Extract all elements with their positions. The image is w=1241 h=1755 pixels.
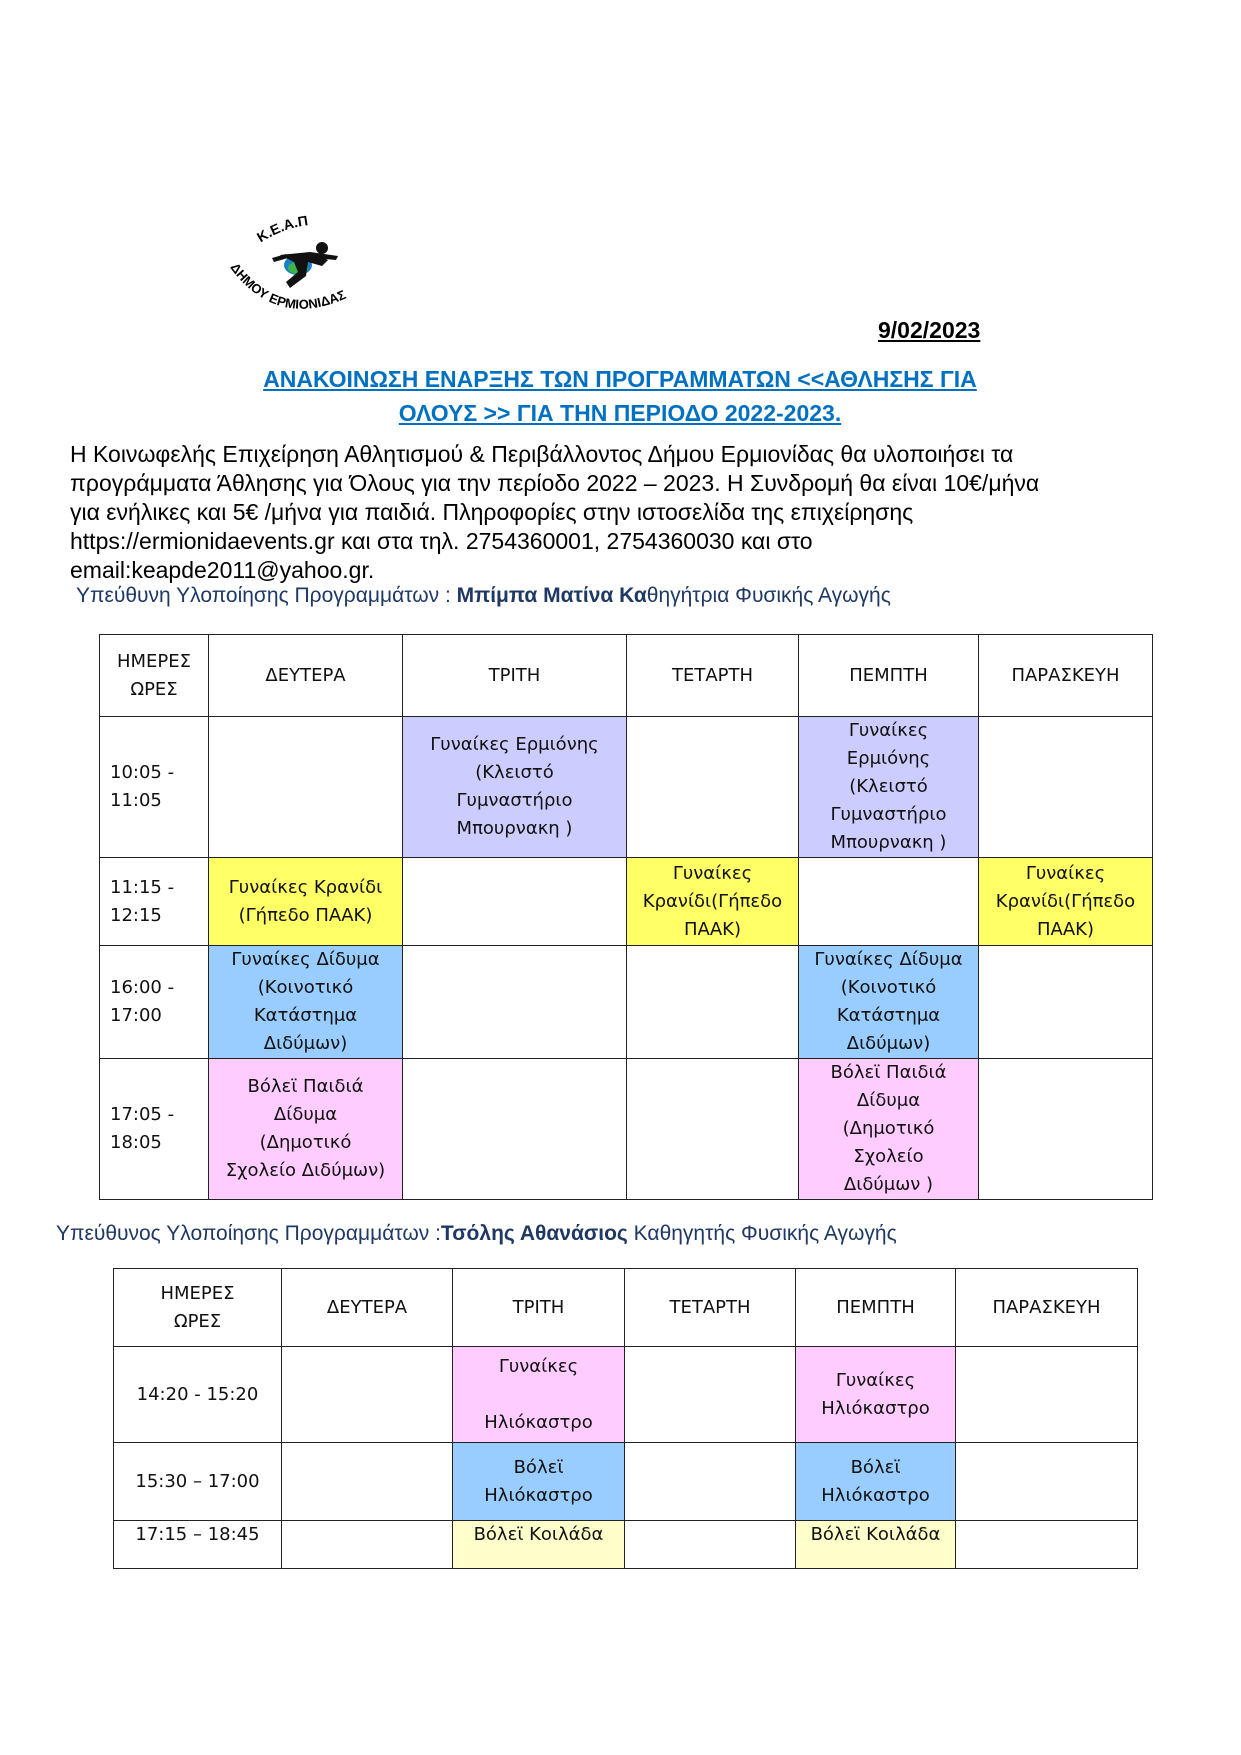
- header-row: [100, 635, 1153, 717]
- activity-cell: [625, 1521, 796, 1569]
- runner-icon: [272, 242, 338, 288]
- cell-line: Κρανίδι(Γήπεδο: [642, 890, 783, 912]
- activity-cell: [282, 1347, 453, 1443]
- cell-line: Γυναίκες: [835, 1369, 916, 1391]
- cell-line: (Κλειστό: [475, 762, 554, 783]
- time-cell: 15:30 – 17:00: [114, 1443, 282, 1521]
- logo-top-text: Κ.Ε.Α.Π: [253, 212, 309, 246]
- cell-line: Σχολείο Διδύμων): [225, 1160, 386, 1181]
- svg-text:Κ.Ε.Α.Π: [254, 212, 309, 245]
- schedule-row: [100, 858, 1153, 946]
- schedule-row: [100, 946, 1153, 1059]
- header-corner-cell: [100, 635, 209, 717]
- cell-line: Βόλεϊ Παιδιά: [830, 1062, 947, 1083]
- cell-line: Ηλιόκαστρο: [821, 1397, 930, 1419]
- intro-line: https://ermionidaevents.gr και στα τηλ. 2754360001, 2754360030 και στο: [70, 528, 813, 554]
- cell-line: Γυναίκες Ερμιόνης: [430, 734, 599, 755]
- cell-line: (Δημοτικό: [259, 1132, 352, 1153]
- announcement-title: [190, 362, 1050, 430]
- activity-cell: [796, 1443, 956, 1521]
- cell-line: Διδύμων ): [843, 1174, 934, 1195]
- cell-line: Ηλιόκαστρο: [484, 1484, 593, 1506]
- cell-line: (Κλειστό: [849, 776, 928, 797]
- header-row: [114, 1269, 1138, 1347]
- document-date: 9/02/2023: [878, 317, 981, 343]
- responsible-1: [76, 584, 891, 608]
- cell-line: Γυμναστήριο: [456, 790, 573, 811]
- time-start: 10:05 -: [110, 762, 175, 783]
- cell-line: Ηλιόκαστρο: [484, 1411, 593, 1433]
- cell-line: Βόλεϊ Κοιλάδα: [473, 1524, 604, 1545]
- activity-cell: [453, 1521, 625, 1569]
- activity-cell: [979, 717, 1153, 858]
- activity-cell: [627, 717, 799, 858]
- header-day-cell: ΤΡΙΤΗ: [403, 635, 627, 717]
- cell-line: Γυναίκες: [498, 1355, 579, 1377]
- activity-cell: [956, 1521, 1138, 1569]
- activity-cell: [209, 717, 403, 858]
- activity-cell: [796, 1347, 956, 1443]
- activity-cell: [282, 1443, 453, 1521]
- cell-line: Βόλεϊ: [513, 1456, 564, 1478]
- cell-line: Σχολείο: [853, 1146, 924, 1167]
- header-day-cell: ΔΕΥΤΕΡΑ: [282, 1269, 453, 1347]
- header-day-cell: ΠΑΡΑΣΚΕΥΗ: [979, 635, 1153, 717]
- cell-line: Γυναίκες Κρανίδι: [228, 876, 383, 898]
- cell-line: Γυναίκες Δίδυμα: [231, 949, 380, 970]
- intro-line: Η Κοινωφελής Επιχείρηση Αθλητισμού & Περιβάλλοντος Δήμου Ερμιονίδας θα υλοποιήσει τα: [70, 441, 1014, 467]
- activity-cell: [209, 858, 403, 946]
- cell-line: Ερμιόνης: [846, 748, 931, 769]
- responsible-2-name: Τσόλης Αθανάσιος: [440, 1222, 628, 1245]
- cell-line: ΠΑΑΚ): [1037, 918, 1094, 940]
- activity-cell: [403, 1059, 627, 1200]
- cell-line: Κατάστημα: [836, 1005, 941, 1026]
- activity-cell: [209, 946, 403, 1059]
- activity-cell: [453, 1347, 625, 1443]
- activity-cell: [799, 1059, 979, 1200]
- cell-line: (Δημοτικό: [842, 1118, 935, 1139]
- responsible-1-prefix: Υπεύθυνη Υλοποίησης Προγραμμάτων :: [76, 584, 457, 607]
- activity-cell: [403, 858, 627, 946]
- time-end: 12:15: [110, 904, 162, 926]
- intro-line: προγράμματα Άθλησης για Όλους για την περίοδο 2022 – 2023. Η Συνδρομή θα είναι 10€/μήνα: [70, 470, 1040, 496]
- time-cell: [100, 717, 209, 858]
- cell-line: (Γήπεδο ΠΑΑΚ): [238, 904, 373, 926]
- logo-bottom-text: ΔΗΜΟΥ ΕΡΜΙΟΝΙΔΑΣ: [227, 259, 349, 312]
- cell-line: Ηλιόκαστρο: [821, 1484, 930, 1506]
- time-end: 17:00: [110, 1005, 162, 1026]
- intro-line: email:keapde2011@yahoo.gr.: [70, 557, 375, 583]
- activity-cell: [979, 1059, 1153, 1200]
- header-hours-label: ΩΡΕΣ: [173, 1310, 222, 1332]
- activity-cell: [979, 946, 1153, 1059]
- activity-cell: [979, 858, 1153, 946]
- time-start: 16:00 -: [110, 977, 175, 998]
- activity-cell: [627, 1059, 799, 1200]
- header-day-cell: ΤΕΤΑΡΤΗ: [625, 1269, 796, 1347]
- activity-cell: [403, 946, 627, 1059]
- cell-line: Δίδυμα: [856, 1090, 921, 1111]
- activity-cell: [799, 946, 979, 1059]
- header-days-label: ΗΜΕΡΕΣ: [116, 650, 192, 672]
- activity-cell: [956, 1443, 1138, 1521]
- schedule-row: [114, 1521, 1138, 1569]
- schedule-table-2: [113, 1268, 1138, 1569]
- schedule-row: [100, 1059, 1153, 1200]
- time-end: 11:05: [110, 790, 162, 811]
- activity-cell: [625, 1443, 796, 1521]
- schedule-row: [100, 717, 1153, 858]
- cell-line: Γυναίκες: [672, 862, 753, 884]
- cell-line: Κατάστημα: [253, 1005, 358, 1026]
- responsible-2: [56, 1222, 897, 1246]
- cell-line: Μπουρνακη ): [456, 818, 573, 839]
- intro-paragraph: [70, 440, 1180, 585]
- activity-cell: [627, 858, 799, 946]
- cell-line: Δίδυμα: [273, 1104, 338, 1125]
- cell-line: Γυναίκες Δίδυμα: [814, 949, 963, 970]
- cell-line: Κρανίδι(Γήπεδο: [995, 890, 1136, 912]
- time-cell: [100, 1059, 209, 1200]
- responsible-1-name: Μπίμπα Ματίνα Κα: [456, 584, 647, 607]
- activity-cell: [625, 1347, 796, 1443]
- responsible-2-prefix: Υπεύθυνος Υλοποίησης Προγραμμάτων :: [56, 1222, 441, 1245]
- cell-line: Βόλεϊ Παιδιά: [247, 1076, 364, 1097]
- activity-cell: [796, 1521, 956, 1569]
- header-hours-label: ΩΡΕΣ: [130, 678, 178, 700]
- activity-cell: [209, 1059, 403, 1200]
- cell-line: ΠΑΑΚ): [684, 918, 741, 940]
- cell-line: Μπουρνακη ): [830, 832, 947, 853]
- time-end: 18:05: [110, 1132, 162, 1153]
- header-day-cell: ΠΕΜΠΤΗ: [799, 635, 979, 717]
- time-cell: [100, 858, 209, 946]
- time-cell: 14:20 - 15:20: [114, 1347, 282, 1443]
- cell-line: Γυμναστήριο: [830, 804, 947, 825]
- activity-cell: [403, 717, 627, 858]
- header-day-cell: ΠΑΡΑΣΚΕΥΗ: [956, 1269, 1138, 1347]
- time-cell: 17:15 – 18:45: [114, 1521, 282, 1569]
- intro-line: για ενήλικες και 5€ /μήνα για παιδιά. Πληροφορίες στην ιστοσελίδα της επιχείρησης: [70, 499, 914, 525]
- cell-line: Βόλεϊ Κοιλάδα: [810, 1524, 941, 1545]
- activity-cell: [956, 1347, 1138, 1443]
- activity-cell: [627, 946, 799, 1059]
- header-day-cell: ΠΕΜΠΤΗ: [796, 1269, 956, 1347]
- cell-line: Διδύμων): [846, 1033, 931, 1054]
- schedule-table-1: [99, 634, 1153, 1200]
- title-line-2: ΟΛΟΥΣ >> ΓΙΑ ΤΗΝ ΠΕΡΙΟΔΟ 2022-2023.: [398, 400, 842, 426]
- responsible-2-suffix: Καθηγητής Φυσικής Αγωγής: [627, 1222, 897, 1245]
- header-day-cell: ΤΡΙΤΗ: [453, 1269, 625, 1347]
- header-day-cell: ΤΕΤΑΡΤΗ: [627, 635, 799, 717]
- cell-line: (Κοινοτικό: [840, 977, 937, 998]
- responsible-1-suffix: θηγήτρια Φυσικής Αγωγής: [646, 584, 891, 607]
- cell-line: (Κοινοτικό: [257, 977, 354, 998]
- cell-line: [457, 1381, 620, 1409]
- header-days-label: ΗΜΕΡΕΣ: [160, 1282, 235, 1304]
- time-start: 11:15 -: [110, 876, 175, 898]
- activity-cell: [799, 717, 979, 858]
- activity-cell: [282, 1521, 453, 1569]
- keap-logo: [210, 210, 425, 330]
- activity-cell: [453, 1443, 625, 1521]
- schedule-row: [114, 1443, 1138, 1521]
- cell-line: Γυναίκες: [1025, 862, 1106, 884]
- title-line-1: ΑΝΑΚΟΙΝΩΣΗ ΕΝΑΡΞΗΣ ΤΩΝ ΠΡΟΓΡΑΜΜΑΤΩΝ <<ΑΘΛΗΣΗΣ ΓΙΑ: [263, 366, 977, 392]
- cell-line: Γυναίκες: [848, 720, 929, 741]
- header-corner-cell: [114, 1269, 282, 1347]
- header-day-cell: ΔΕΥΤΕΡΑ: [209, 635, 403, 717]
- time-start: 17:05 -: [110, 1104, 175, 1125]
- cell-line: Διδύμων): [263, 1033, 348, 1054]
- activity-cell: [799, 858, 979, 946]
- schedule-row: [114, 1347, 1138, 1443]
- time-cell: [100, 946, 209, 1059]
- cell-line: Βόλεϊ: [850, 1456, 901, 1478]
